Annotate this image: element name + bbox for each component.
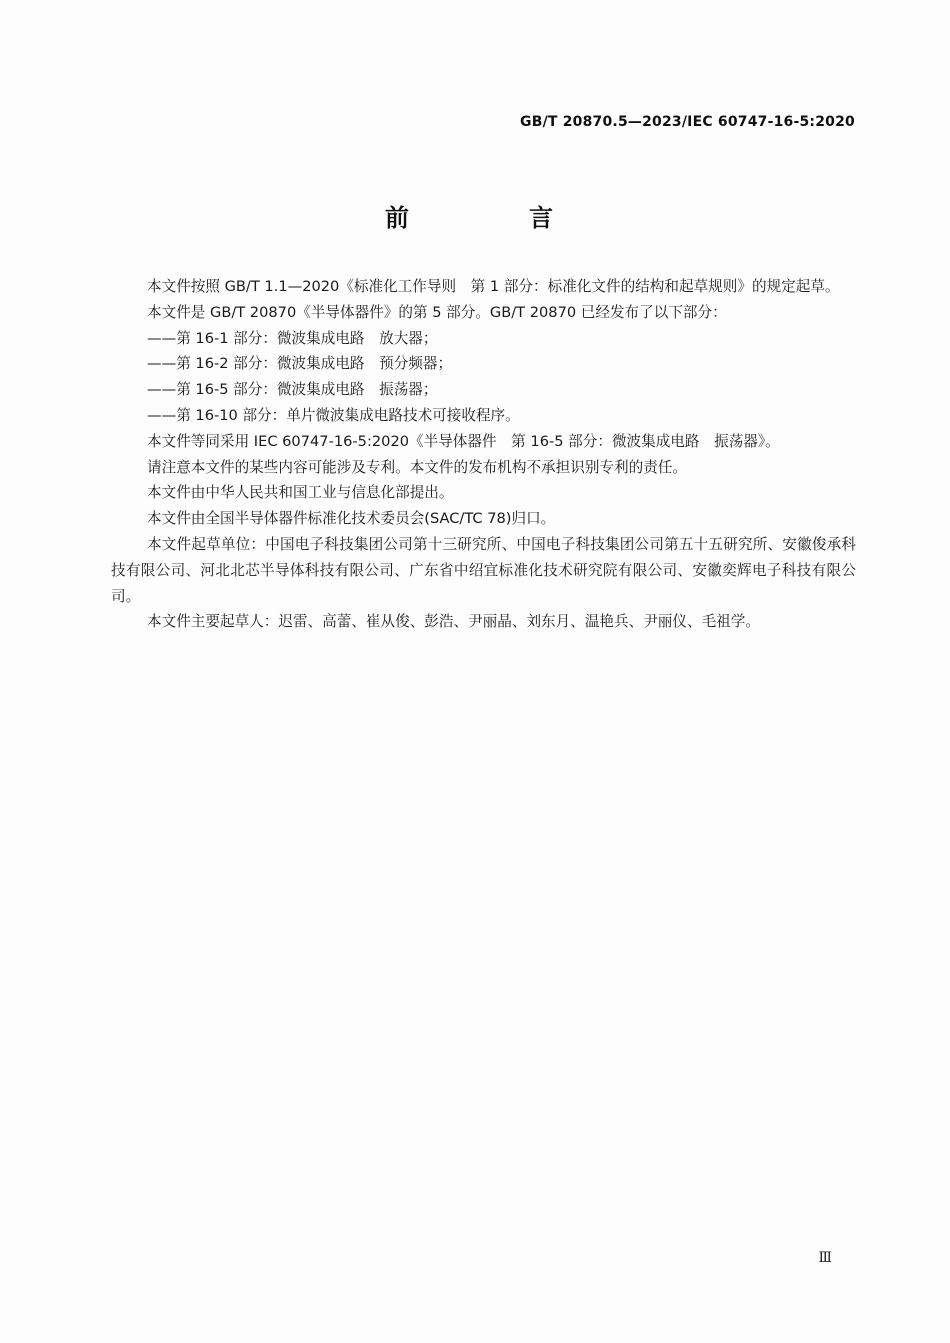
paragraph-drafters: 本文件主要起草人：迟雷、高蕾、崔从俊、彭浩、尹丽晶、刘东月、温艳兵、尹丽仪、毛祖学。 xyxy=(147,613,760,631)
page-number: Ⅲ xyxy=(818,1250,832,1266)
list-item-part-16-5: ——第 16-5 部分：微波集成电路 振荡器； xyxy=(147,381,438,399)
paragraph-patent-notice: 请注意本文件的某些内容可能涉及专利。本文件的发布机构不承担识别专利的责任。 xyxy=(147,458,687,476)
paragraph-series-intro: 本文件是 GB/T 20870《半导体器件》的第 5 部分。GB/T 20870 已经发布了以下部分： xyxy=(147,303,727,321)
list-item-part-16-2: ——第 16-2 部分：微波集成电路 预分频器； xyxy=(147,355,453,373)
paragraph-equivalence: 本文件等同采用 IEC 60747-16-5:2020《半导体器件 第 16-5 部分：微波集成电路 振荡器》。 xyxy=(147,432,780,450)
standard-code: GB/T 20870.5—2023/IEC 60747-16-5:2020 xyxy=(520,114,855,130)
page-title: 前 言 xyxy=(385,204,601,232)
foreword-body xyxy=(111,274,856,635)
paragraph-drafting-rules: 本文件按照 GB/T 1.1—2020《标准化工作导则 第 1 部分：标准化文件的结构和起草规则》的规定起草。 xyxy=(147,278,840,295)
list-item-part-16-1: ——第 16-1 部分：微波集成电路 放大器； xyxy=(147,329,438,347)
paragraph-proposed-by: 本文件由中华人民共和国工业与信息化部提出。 xyxy=(147,484,454,502)
paragraph-drafting-units: 本文件起草单位：中国电子科技集团公司第十三研究所、中国电子科技集团公司第五十五研究所、安徽俊承科技有限公司、河北北芯半导体科技有限公司、广东省中绍宜标准化技术研究院有限公司、安徽奕辉电子科技有限公司。 xyxy=(111,535,856,605)
list-item-part-16-10: ——第 16-10 部分：单片微波集成电路技术可接收程序。 xyxy=(147,406,520,424)
paragraph-committee: 本文件由全国半导体器件标准化技术委员会(SAC/TC 78)归口。 xyxy=(147,510,556,528)
